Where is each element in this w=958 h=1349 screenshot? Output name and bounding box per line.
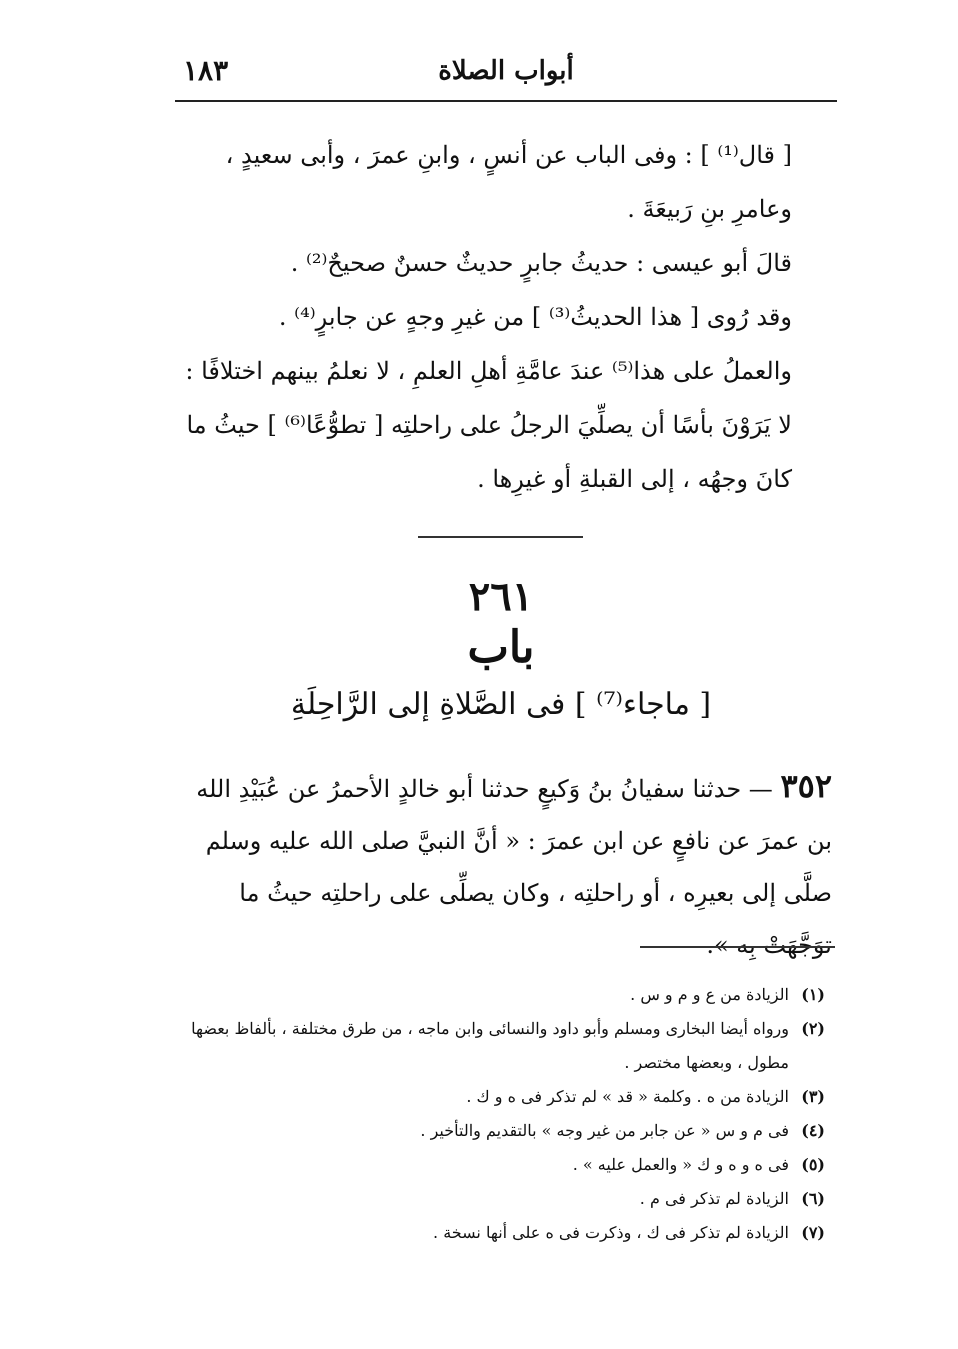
- footnote-text: فى ه و ه و ك « والعمل عليه » .: [572, 1155, 789, 1174]
- footnote-text: ورواه أيضا البخارى ومسلم وأبو داود والنسائى وابن ماجه ، من طرق مختلفة ، بألفاظ بعضها مطول ، وبعضها مختصر .: [191, 1019, 789, 1072]
- footnote: [165, 1114, 825, 1148]
- footnote-mark: (٣): [801, 1087, 825, 1106]
- footnote-mark: (١): [801, 985, 825, 1004]
- chapter-heading: [170, 572, 832, 730]
- footnote: [165, 1012, 825, 1080]
- footnote: [165, 978, 825, 1012]
- footnote-mark: (٦): [801, 1189, 825, 1208]
- paragraph-riwaya: وقد رُوى [ هذا الحديثُ⁽³⁾ ] من غيرِ وجهٍ عن جابرٍ⁽⁴⁾ .: [278, 303, 792, 331]
- hadith-text: — حدثنا سفيانُ بنُ وَكيعٍ حدثنا أبو خالدٍ الأحمرُ عن عُبَيْدِ الله بن عمرَ عن نافعٍ عن ابن عمرَ : « أنَّ النبيَّ صلى الله عليه وسلم صلَّى إلى بعيرِه ، أو راحلتِه ، وكان يصلِّى على راحلتِه حيثُ ما توَجَّهَتْ بِه ».: [196, 775, 832, 959]
- paragraph-bab-note: [ قال⁽¹⁾ ] : وفى الباب عن أنسٍ ، وابنِ عمرَ ، وأبى سعيدٍ ، وعامرِ بنِ رَبيعَةَ .: [225, 141, 792, 223]
- chapter-title: [ ماجاء⁽⁷⁾ ] فى الصَّلاةِ إلى الرَّاحِلَةِ: [290, 687, 712, 722]
- footnote-text: الزيادة من ه . وكلمة « قد » لم تذكر فى ه و ك .: [466, 1087, 789, 1106]
- footnote-mark: (٥): [801, 1155, 825, 1174]
- hadith-block: [170, 760, 832, 971]
- footnote-mark: (٢): [801, 1019, 825, 1038]
- footnote: [165, 1216, 825, 1250]
- footnote-text: الزيادة لم تذكر فى ك ، وذكرت فى ه على أنها نسخة .: [433, 1223, 789, 1242]
- chapter-label: باب: [467, 622, 535, 673]
- hadith-number: ٣٥٢: [780, 767, 832, 805]
- paragraph-abu-isa: قالَ أبو عيسى : حديثُ جابرٍ حديثٌ حسنٌ صحيحٌ⁽²⁾ .: [290, 249, 792, 277]
- footnote-text: الزيادة لم تذكر فى م .: [639, 1189, 789, 1208]
- chapter-number: ٢٦١: [468, 573, 534, 620]
- footnote-divider: [640, 946, 835, 948]
- page-header: [175, 48, 837, 102]
- footnote-text: الزيادة من ع و م و س .: [630, 985, 789, 1004]
- footnotes: [165, 978, 825, 1250]
- footnote-text: فى م و س « عن جابر من غير وجه » بالتقديم والتأخير .: [420, 1121, 789, 1140]
- footnote-mark: (٤): [801, 1121, 825, 1140]
- upper-text-block: [170, 128, 832, 506]
- section-divider: [418, 536, 583, 538]
- footnote-mark: (٧): [801, 1223, 825, 1242]
- footnote: [165, 1148, 825, 1182]
- running-title: أبواب الصلاة: [438, 56, 574, 86]
- footnote: [165, 1182, 825, 1216]
- paragraph-amal: والعملُ على هذا⁽⁵⁾ عندَ عامَّةِ أهلِ العلمِ ، لا نعلمُ بينهم اختلافًا : لا يَرَوْنَ بأسًا أن يصلِّيَ الرجلُ على راحلتِه [ تطوُّعًا⁽⁶⁾ ] حيثُ ما كانَ وجهُه ، إلى القبلةِ أو غيرِها .: [185, 357, 792, 493]
- page-number: ١٨٣: [183, 54, 229, 87]
- footnote: [165, 1080, 825, 1114]
